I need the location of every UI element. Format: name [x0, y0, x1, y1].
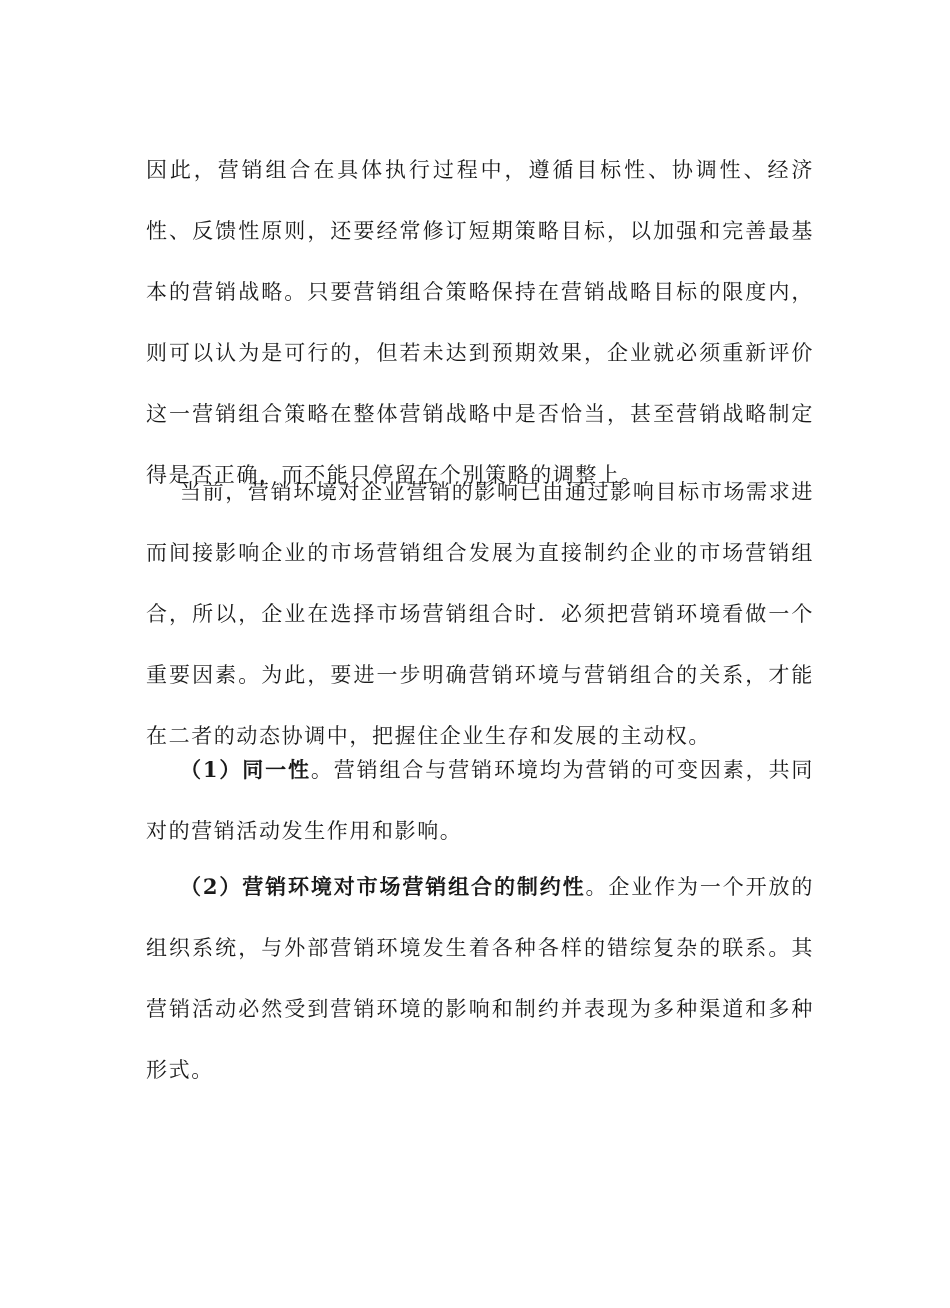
- paragraph-constraint: [146, 856, 814, 1101]
- paragraph-heading: （2）营销环境对市场营销组合的制约性: [180, 874, 586, 899]
- paragraph-identity: [146, 739, 814, 862]
- paragraph-text: 。企业作为一个开放的组织系统，与外部营销环境发生着各种各样的错综复杂的联系。其营销活动必然受到营销环境的影响和制约并表现为多种渠道和多种形式。: [146, 875, 814, 1082]
- paragraph-text: 。营销组合与营销环境均为营销的可变因素，共同对的营销活动发生作用和影响。: [146, 758, 814, 843]
- paragraph-marketing-mix-execution: [146, 140, 814, 506]
- paragraph-heading: （1）同一性: [180, 757, 311, 782]
- paragraph-text: 当前，营销环境对企业营销的影响已由通过影响目标市场需求进而间接影响企业的市场营销组合发展为直接制约企业的市场营销组合，所以，企业在选择市场营销组合时．必须把营销环境看做一个重要因素。为此，要进一步明确营销环境与营销组合的关系，才能在二者的动态协调中，把握住企业生存和发展的主动权。: [146, 480, 814, 748]
- paragraph-text: 因此，营销组合在具体执行过程中，遵循目标性、协调性、经济性、反馈性原则，还要经常修订短期策略目标，以加强和完善最基本的营销战略。只要营销组合策略保持在营销战略目标的限度内，则可以认为是可行的，但若未达到预期效果，企业就必须重新评价这一营销组合策略在整体营销战略中是否恰当，甚至营销战略制定得是否正确，而不能只停留在个别策略的调整上。: [146, 158, 814, 487]
- paragraph-marketing-environment: [146, 462, 814, 767]
